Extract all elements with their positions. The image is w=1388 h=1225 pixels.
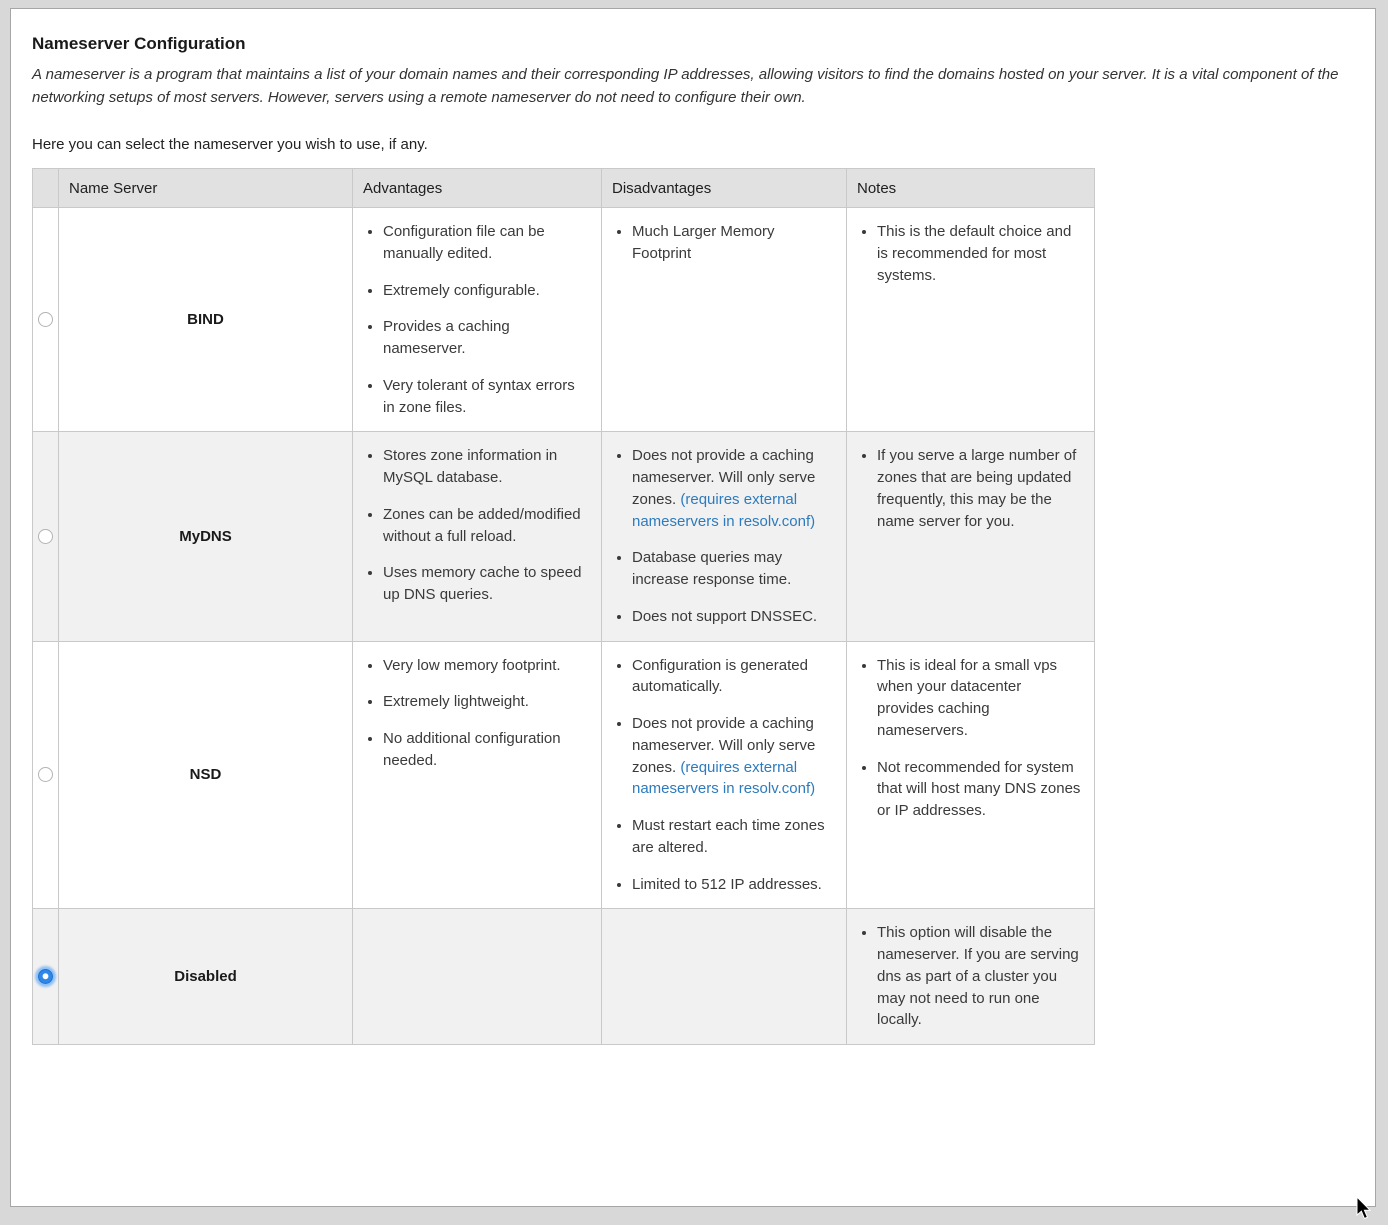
disabled-advantages-cell bbox=[353, 909, 602, 1045]
bullet-text: If you serve a large number of zones that are being updated frequently, this may be the name server for you. bbox=[877, 447, 1077, 530]
nameserver-name-bind: BIND bbox=[59, 208, 353, 432]
header-disadvantages: Disadvantages bbox=[602, 169, 847, 208]
mydns-disadvantages-cell bbox=[602, 432, 847, 641]
bullet-text: Provides a caching nameserver. bbox=[383, 318, 510, 357]
table-row-bind bbox=[33, 208, 1095, 432]
bullet-item bbox=[383, 655, 589, 677]
bullet-item bbox=[877, 655, 1082, 742]
mydns-advantages-cell bbox=[353, 432, 602, 641]
resolv-conf-link[interactable]: (requires external nameservers in resolv.conf) bbox=[632, 490, 816, 530]
disabled-notes-cell bbox=[847, 909, 1095, 1045]
radio-cell-disabled bbox=[33, 909, 59, 1045]
bullet-text: No additional configuration needed. bbox=[383, 730, 561, 769]
nsd-disadvantages-cell bbox=[602, 641, 847, 909]
bullet-text: Does not provide a caching nameserver. Will only serve zones. bbox=[632, 447, 816, 508]
bullet-text: Extremely lightweight. bbox=[383, 693, 529, 711]
bullet-item bbox=[632, 606, 834, 628]
bullet-text: This is ideal for a small vps when your datacenter provides caching nameservers. bbox=[877, 656, 1058, 739]
header-name-server: Name Server bbox=[59, 169, 353, 208]
resolv-conf-link[interactable]: (requires external nameservers in resolv.conf) bbox=[632, 758, 816, 798]
bullet-text: Database queries may increase response time. bbox=[632, 549, 792, 588]
mydns-disadvantages-list bbox=[614, 445, 834, 627]
nameserver-name-nsd: NSD bbox=[59, 641, 353, 909]
bullet-text: Does not support DNSSEC. bbox=[632, 607, 818, 625]
radio-cell-nsd bbox=[33, 641, 59, 909]
mydns-notes-cell bbox=[847, 432, 1095, 641]
bullet-item bbox=[632, 547, 834, 591]
page-title: Nameserver Configuration bbox=[32, 34, 246, 53]
bullet-text: Much Larger Memory Footprint bbox=[632, 223, 775, 262]
mouse-cursor-icon bbox=[1356, 1197, 1374, 1223]
bind-advantages-cell bbox=[353, 208, 602, 432]
nsd-notes-cell bbox=[847, 641, 1095, 909]
bullet-text: Not recommended for system that will host many DNS zones or IP addresses. bbox=[877, 758, 1081, 819]
bullet-item bbox=[632, 815, 834, 859]
bullet-text: Extremely configurable. bbox=[383, 281, 540, 299]
table-row-mydns bbox=[33, 432, 1095, 641]
bullet-text: Zones can be added/modified without a full reload. bbox=[383, 505, 581, 545]
content-panel bbox=[10, 8, 1376, 1207]
table-row-nsd bbox=[33, 641, 1095, 909]
mydns-notes-list bbox=[859, 445, 1082, 532]
nameserver-name-disabled: Disabled bbox=[59, 909, 353, 1045]
page-description: A nameserver is a program that maintains a list of your domain names and their corresponding IP addresses, allowing visitors to find the domains hosted on your server. It is a vital component of the networking setups of most servers. However, servers using a remote nameserver do not need to configure their own. bbox=[32, 66, 1339, 106]
bind-notes-list bbox=[859, 221, 1082, 286]
bind-disadvantages-cell bbox=[602, 208, 847, 432]
bind-notes-cell bbox=[847, 208, 1095, 432]
bullet-item bbox=[383, 280, 589, 302]
bullet-item bbox=[632, 874, 834, 896]
table-header-row bbox=[33, 169, 1095, 208]
bullet-item bbox=[877, 757, 1082, 822]
nsd-advantages-list bbox=[365, 655, 589, 772]
bullet-text: Very low memory footprint. bbox=[383, 656, 561, 674]
bullet-text: Configuration file can be manually edited. bbox=[383, 223, 545, 262]
bind-advantages-list bbox=[365, 221, 589, 418]
nsd-notes-list bbox=[859, 655, 1082, 822]
bullet-item bbox=[383, 691, 589, 713]
nameserver-radio-disabled-selected[interactable] bbox=[38, 969, 53, 984]
bullet-item bbox=[632, 221, 834, 265]
disabled-disadvantages-cell bbox=[602, 909, 847, 1045]
table-row-disabled bbox=[33, 909, 1095, 1045]
bullet-item bbox=[877, 922, 1082, 1031]
nsd-disadvantages-list bbox=[614, 655, 834, 896]
bullet-text: Must restart each time zones are altered. bbox=[632, 817, 825, 856]
disabled-notes-list bbox=[859, 922, 1082, 1031]
bullet-item bbox=[383, 221, 589, 265]
page-instruction: Here you can select the nameserver you wish to use, if any. bbox=[32, 136, 428, 153]
bullet-item bbox=[383, 504, 589, 548]
nameserver-radio-nsd[interactable] bbox=[38, 767, 53, 782]
bullet-item bbox=[383, 316, 589, 360]
mydns-advantages-list bbox=[365, 445, 589, 606]
bullet-text: Stores zone information in MySQL database. bbox=[383, 447, 558, 486]
bullet-text: Limited to 512 IP addresses. bbox=[632, 875, 822, 893]
radio-cell-mydns bbox=[33, 432, 59, 641]
bullet-item bbox=[877, 445, 1082, 532]
nameserver-radio-bind[interactable] bbox=[38, 312, 53, 327]
nameserver-name-mydns: MyDNS bbox=[59, 432, 353, 641]
nsd-advantages-cell bbox=[353, 641, 602, 909]
bullet-text: Uses memory cache to speed up DNS queries. bbox=[383, 564, 582, 603]
header-radio-column bbox=[33, 169, 59, 208]
bullet-text: Does not provide a caching nameserver. Will only serve zones. bbox=[632, 715, 816, 776]
bullet-item bbox=[632, 655, 834, 699]
nameserver-table-body bbox=[33, 208, 1095, 1045]
nameserver-radio-mydns[interactable] bbox=[38, 529, 53, 544]
bullet-item bbox=[383, 445, 589, 489]
bullet-text: Very tolerant of syntax errors in zone files. bbox=[383, 376, 575, 416]
bullet-text: Configuration is generated automatically. bbox=[632, 656, 808, 696]
nameserver-table bbox=[32, 168, 1095, 1045]
bind-disadvantages-list bbox=[614, 221, 834, 265]
bullet-text: This is the default choice and is recommended for most systems. bbox=[877, 223, 1072, 284]
bullet-text: This option will disable the nameserver. If you are serving dns as part of a cluster you may not need to run one locally. bbox=[877, 924, 1079, 1029]
bullet-item bbox=[383, 728, 589, 772]
bullet-item bbox=[877, 221, 1082, 286]
header-notes: Notes bbox=[847, 169, 1095, 208]
header-advantages: Advantages bbox=[353, 169, 602, 208]
bullet-item bbox=[632, 713, 834, 800]
bullet-item bbox=[383, 375, 589, 419]
bullet-item bbox=[383, 562, 589, 606]
radio-cell-bind bbox=[33, 208, 59, 432]
bullet-item bbox=[632, 445, 834, 532]
